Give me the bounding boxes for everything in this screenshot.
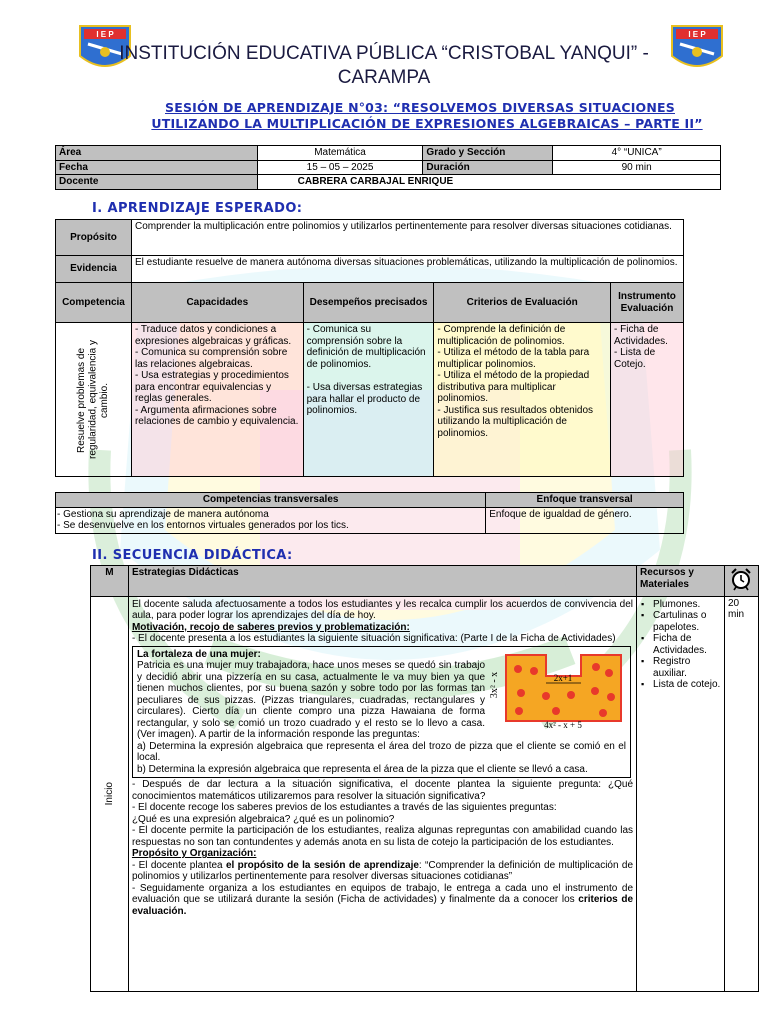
grado-label: Grado y Sección (423, 146, 553, 161)
competencia-text: Resuelve problemas de regularidad, equivalencia y cambio. (76, 340, 111, 459)
area-label: Área (56, 146, 258, 161)
duracion-value: 90 min (553, 160, 721, 175)
instrumento-item: - Ficha de Actividades. (614, 324, 668, 347)
comp-transversal-item: - Se desenvuelve en los entornos virtuales generados por los tics. (57, 520, 349, 531)
recursos-cell (637, 596, 725, 991)
story-question-a: a) Determina la expresión algebraica que representa el área del trozo de pizza que el cliente se comió en el local. (136, 740, 627, 763)
recursos-list (639, 599, 722, 691)
moment-label: Inicio (103, 781, 115, 806)
paragraph-organizacion (132, 883, 633, 918)
paragraph-saberes: - El docente recoge los saberes previos de los estudiantes a través de las siguientes preguntas: (131, 802, 557, 813)
enfoque-transversal-header: Enfoque transversal (486, 493, 684, 508)
story-box (132, 646, 631, 779)
alarm-clock-icon (729, 567, 753, 591)
desempenos-cell (303, 323, 434, 477)
comp-transversal-header: Competencias transversales (56, 493, 486, 508)
session-title (100, 100, 740, 132)
capacidad-item: - Usa estrategias y procedimientos para encontrar equivalencias y reglas generales. (134, 370, 289, 404)
heading-proposito: Propósito y Organización: (131, 848, 257, 859)
proposito-post: : “Comprender la definición de multiplicación de polinomios y utilizarlos pertinentemente para resolver diversas situaciones cotidianas” (131, 859, 634, 882)
criterio-item: - Comprende la definición de multiplicación de polinomios. (437, 324, 566, 347)
info-table (55, 145, 721, 190)
paragraph-greeting: El docente saluda afectuosamente a todos los estudiantes y les recalca cumplir los acuerdos de convivencia del aula, para poder lograr los aprendizajes del día de hoy. (131, 598, 634, 621)
paragraph-situacion: - El docente presenta a los estudiantes la siguiente situación significativa: (Parte I de la Ficha de Actividades) (131, 633, 616, 644)
school-title: INSTITUCIÓN EDUCATIVA PÚBLICA “CRISTOBAL YANQUI” - CARAMPA (119, 43, 649, 88)
recurso-item: ▪ Lista de cotejo. (639, 679, 722, 691)
desempeno-item: - Usa diversas estrategias para hallar el producto de polinomios. (306, 382, 423, 416)
figure-bottom-label: 4x² - x + 5 (544, 719, 582, 730)
proposito-label: Propósito (56, 220, 132, 256)
col-recursos-header: Recursos y Materiales (637, 566, 725, 597)
header-capacidades: Capacidades (131, 283, 303, 323)
grado-value: 4° “UNICA” (553, 146, 721, 161)
proposito-text: Comprender la multiplicación entre polinomios y utilizarlos pertinentemente para resolver diversas situaciones cotidianas. (131, 220, 683, 256)
capacidades-cell (131, 323, 303, 477)
section2-title: II. SECUENCIA DIDÁCTICA: (92, 548, 293, 563)
criterio-item: - Justifica sus resultados obtenidos utilizando la multiplicación de polinomios. (437, 404, 594, 439)
competencia-cell (56, 323, 132, 477)
capacidad-item: - Argumenta afirmaciones sobre relaciones de cambio y equivalencia. (134, 404, 299, 427)
col-m-header: M (91, 566, 129, 597)
col-time-header (724, 566, 758, 597)
recurso-item: ▪ Cartulinas o papelotes. (639, 610, 722, 633)
organizacion-bold: criterios de evaluación. (131, 894, 634, 917)
fecha-label: Fecha (56, 160, 258, 175)
heading-motivacion: Motivación, recojo de saberes previos y problematización: (131, 621, 410, 633)
paragraph-preguntas: ¿Qué es una expresión algebraica? ¿qué es un polinomio? (131, 813, 395, 825)
recurso-item: ▪ Plumones. (639, 599, 722, 611)
moment-cell (91, 596, 129, 991)
sequence-table (90, 565, 759, 992)
instrumento-item: - Lista de Cotejo. (614, 347, 656, 370)
logo-text-left: I E P (96, 30, 114, 39)
session-title-line1: SESIÓN DE APRENDIZAJE N°03: “RESOLVEMOS DIVERSAS SITUACIONES (165, 100, 675, 115)
recurso-item: ▪ Registro auxiliar. (639, 656, 722, 679)
duracion-label: Duración (423, 160, 553, 175)
fecha-value: 15 – 05 – 2025 (257, 160, 423, 175)
transversal-table (55, 492, 684, 534)
story-question-b: b) Determina la expresión algebraica que representa el área de la pizza que el cliente se llevó a casa. (136, 763, 588, 775)
proposito-pre: - El docente plantea (131, 859, 226, 871)
proposito-bold: el propósito de la sesión de aprendizaje (225, 859, 419, 871)
figure-side-label: 3x² - x (489, 671, 501, 698)
evidencia-label: Evidencia (56, 256, 132, 283)
figure-inner-label: 2x+1 (553, 672, 573, 683)
criterio-item: - Utiliza el método de la propiedad distributiva para multiplicar polinomios. (437, 370, 590, 404)
comp-transversal-item: - Gestiona su aprendizaje de manera autónoma (57, 508, 269, 520)
criterio-item: - Utiliza el método de la tabla para multiplicar polinomios. (437, 347, 590, 370)
header-criterios: Criterios de Evaluación (434, 283, 611, 323)
header-competencia: Competencia (56, 283, 132, 323)
learning-table (55, 219, 684, 477)
enfoque-transversal-cell: Enfoque de igualdad de género. (486, 507, 684, 533)
organizacion-pre: - Seguidamente organiza a los estudiantes en equipos de trabajo, le entrega a cada uno el instrumento de evaluación que se utilizará durante la sesión (Ficha de actividades) y finalmente da a conocer los (131, 882, 634, 905)
paragraph-participacion: - El docente permite la participación de los estudiantes, realiza algunas repreguntas con amabilidad cuando las respuestas no son tan contundentes y además anota en su lista de cotejo la participación de los estudiantes. (131, 825, 634, 848)
paragraph-proposito (132, 860, 633, 883)
header-desempenos: Desempeños precisados (303, 283, 434, 323)
time-cell: 20 min (724, 596, 758, 991)
pizza-figure (491, 651, 626, 729)
header-instrumento: Instrumento Evaluación (611, 283, 684, 323)
estrategias-cell (128, 596, 636, 991)
instrumentos-cell (611, 323, 684, 477)
story-text: Patricia es una mujer muy trabajadora, hace unos meses se quedó sin trabajo y decidió abrir una pizzería en su casa, actualmente le va muy bien ya que tienen muchos clientes, por su buena sazón y sobre todo por las formas tan peculiares de sus pizzas. (Pizzas triangulares, cuadradas, rectangulares y circulares). Cierto día un cliente compro una pizza Hawaiana de forma rectangular, y solo se comió un trozo cuadrado y el resto se lo llevo a casa. (Ver imagen). A partir de la información responde las preguntas: (136, 660, 486, 740)
comp-transversal-cell (56, 507, 486, 533)
story-title: La fortaleza de una mujer: (136, 648, 261, 660)
area-value: Matemática (257, 146, 423, 161)
col-estrategias-header: Estrategias Didácticas (128, 566, 636, 597)
capacidad-item: - Comunica su comprensión sobre las relaciones algebraicas. (134, 347, 288, 370)
evidencia-text: El estudiante resuelve de manera autónoma diversas situaciones problemáticas, utilizando la multiplicación de polinomios. (131, 256, 683, 283)
recurso-item: ▪ Ficha de Actividades. (639, 633, 722, 656)
paragraph-pregunta: - Después de dar lectura a la situación significativa, el docente plantea la siguiente pregunta: ¿Qué conocimientos matemáticos utilizaremos para resolver la situación significativa? (131, 779, 634, 802)
school-logo-right (670, 24, 724, 74)
logo-text-right: I E P (688, 30, 706, 39)
docente-label: Docente (56, 175, 258, 190)
capacidad-item: - Traduce datos y condiciones a expresiones algebraicas y gráficas. (134, 324, 292, 347)
session-title-line2: UTILIZANDO LA MULTIPLICACIÓN DE EXPRESIONES ALGEBRAICAS – PARTE II” (151, 116, 703, 131)
section1-title: I. APRENDIZAJE ESPERADO: (92, 201, 303, 216)
desempeno-item: - Comunica su comprensión sobre la definición de multiplicación de polinomios. (306, 324, 426, 370)
docente-value: CABRERA CARBAJAL ENRIQUE (257, 175, 720, 190)
criterios-cell (434, 323, 611, 477)
